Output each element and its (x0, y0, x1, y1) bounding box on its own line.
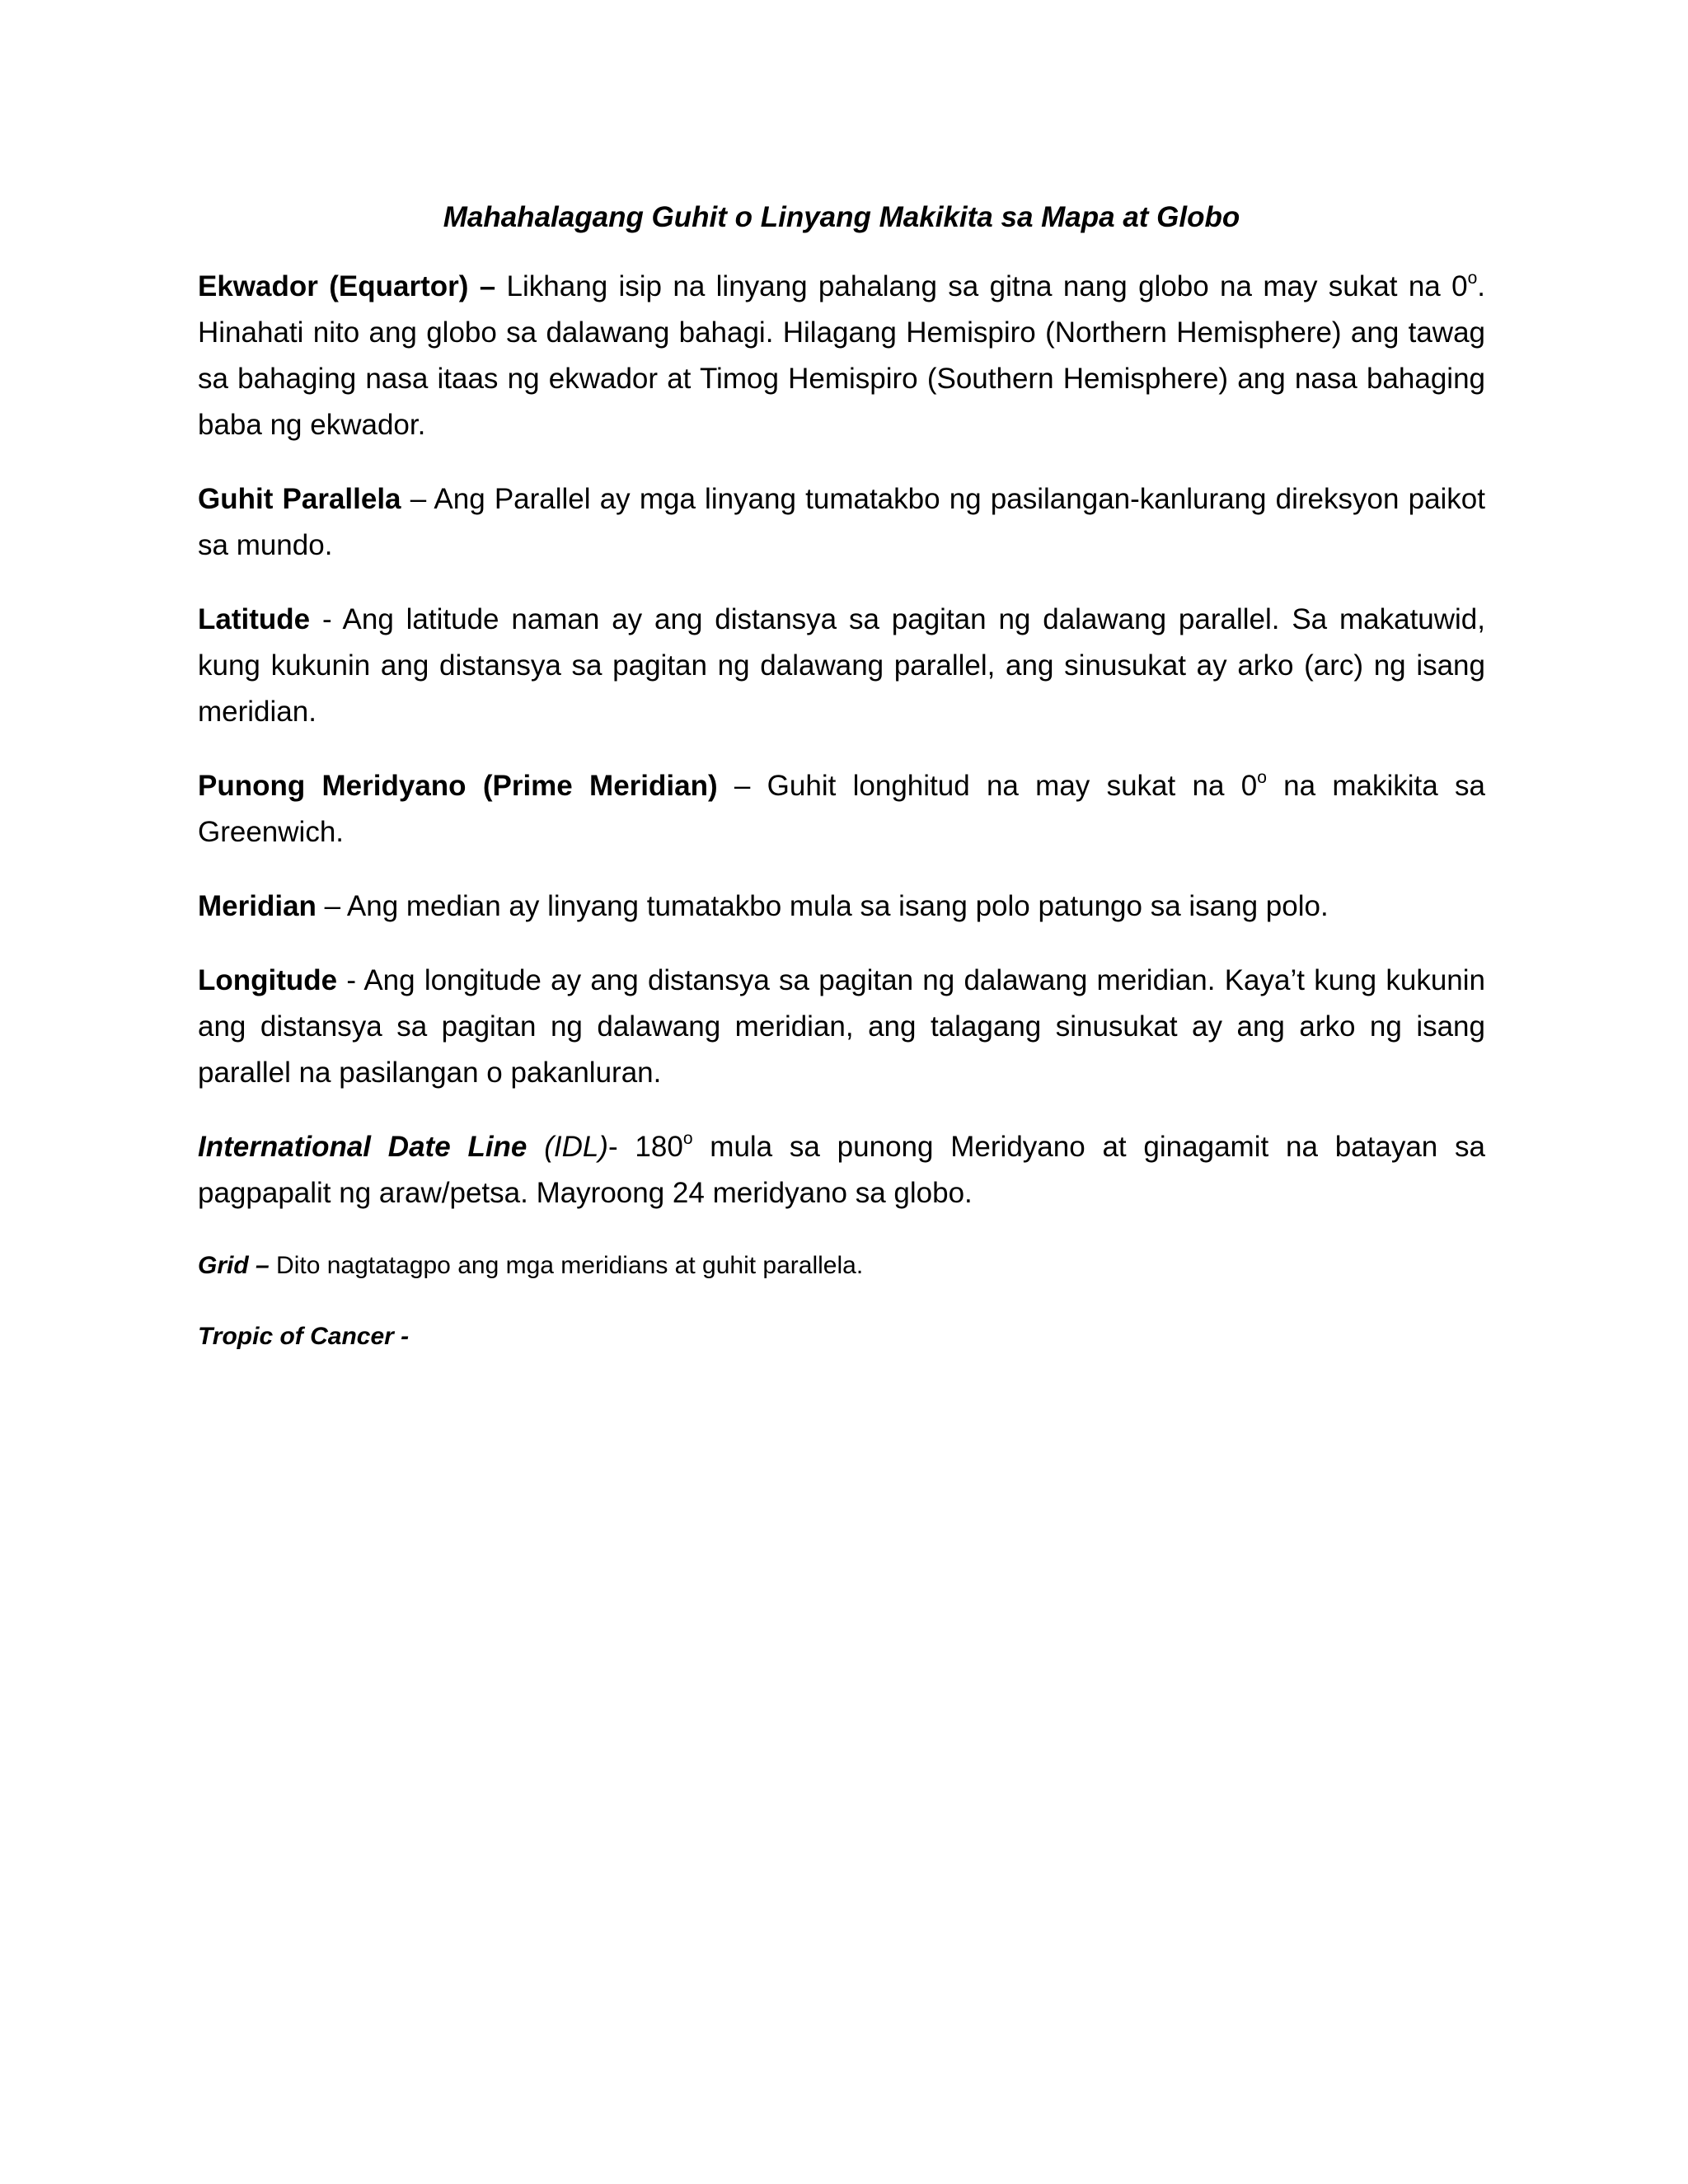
entry-text: - 180 (607, 1131, 683, 1163)
entry-term: Punong Meridyano (Prime Meridian) (198, 770, 718, 802)
entry-tropic-of-cancer (198, 1315, 1485, 1358)
entry-term: Ekwador (Equartor) – (198, 270, 496, 302)
entry-punong-meridyano (198, 763, 1485, 855)
degree-mark: o (1467, 269, 1478, 288)
entry-guhit-parallela (198, 476, 1485, 569)
degree-mark: o (682, 1129, 693, 1149)
entry-text: Likhang isip na linyang pahalang sa gitna nang globo na may sukat na 0 (495, 270, 1468, 302)
degree-mark: o (1257, 768, 1267, 788)
document-title: Mahahalagang Guhit o Linyang Makikita sa Mapa at Globo (443, 201, 1240, 233)
entry-text-cont: mula sa punong Meridyano at ginagamit na batayan sa pagpapalit ng araw/petsa. Mayroong 24 meridyano sa globo. (198, 1131, 1485, 1209)
entry-term: Tropic of Cancer - (198, 1323, 410, 1350)
entry-meridian (198, 883, 1485, 930)
entry-abbr: (IDL) (527, 1131, 608, 1163)
entry-term: Longitude (198, 964, 338, 996)
entry-term: International Date Line (198, 1131, 528, 1163)
entry-text: – Ang median ay linyang tumatakbo mula sa isang polo patungo sa isang polo. (316, 890, 1329, 922)
entry-grid (198, 1244, 1485, 1287)
entry-text: – Guhit longhitud na may sukat na 0 (717, 770, 1258, 802)
entry-term: Latitude (198, 603, 311, 635)
entry-longitude (198, 958, 1485, 1096)
entry-text: - Ang longitude ay ang distansya sa pagitan ng dalawang meridian. Kaya’t kung kukunin ang distansya sa pagitan ng dalawang meridian, ang talagang sinusukat ay ang arko ng isang parallel na pasilangan o pakanluran. (198, 964, 1485, 1089)
entry-text-cont: na makikita sa Greenwich. (198, 770, 1485, 848)
document-body (198, 194, 1485, 1386)
entry-text-cont: . Hinahati nito ang globo sa dalawang bahagi. Hilagang Hemispiro (Northern Hemisphere) ang tawag sa bahaging nasa itaas ng ekwador at Timog Hemispiro (Southern Hemisphere) ang nasa bahaging baba ng ekwador. (198, 270, 1485, 441)
entry-international-date-line (198, 1124, 1485, 1216)
entry-text: Dito nagtatagpo ang mga meridians at guhit parallela. (269, 1252, 864, 1279)
entry-latitude (198, 597, 1485, 735)
entry-text: - Ang latitude naman ay ang distansya sa pagitan ng dalawang parallel. Sa makatuwid, kung kukunin ang distansya sa pagitan ng dalawang parallel, ang sinusukat ay arko (arc) ng isang meridian. (198, 603, 1485, 728)
entry-term: Meridian (198, 890, 316, 922)
entry-ekwador (198, 264, 1485, 448)
entry-term: Grid – (198, 1252, 270, 1279)
entry-text: – Ang Parallel ay mga linyang tumatakbo ng pasilangan-kanlurang direksyon paikot sa mundo. (198, 483, 1486, 561)
entry-term: Guhit Parallela (198, 483, 401, 515)
